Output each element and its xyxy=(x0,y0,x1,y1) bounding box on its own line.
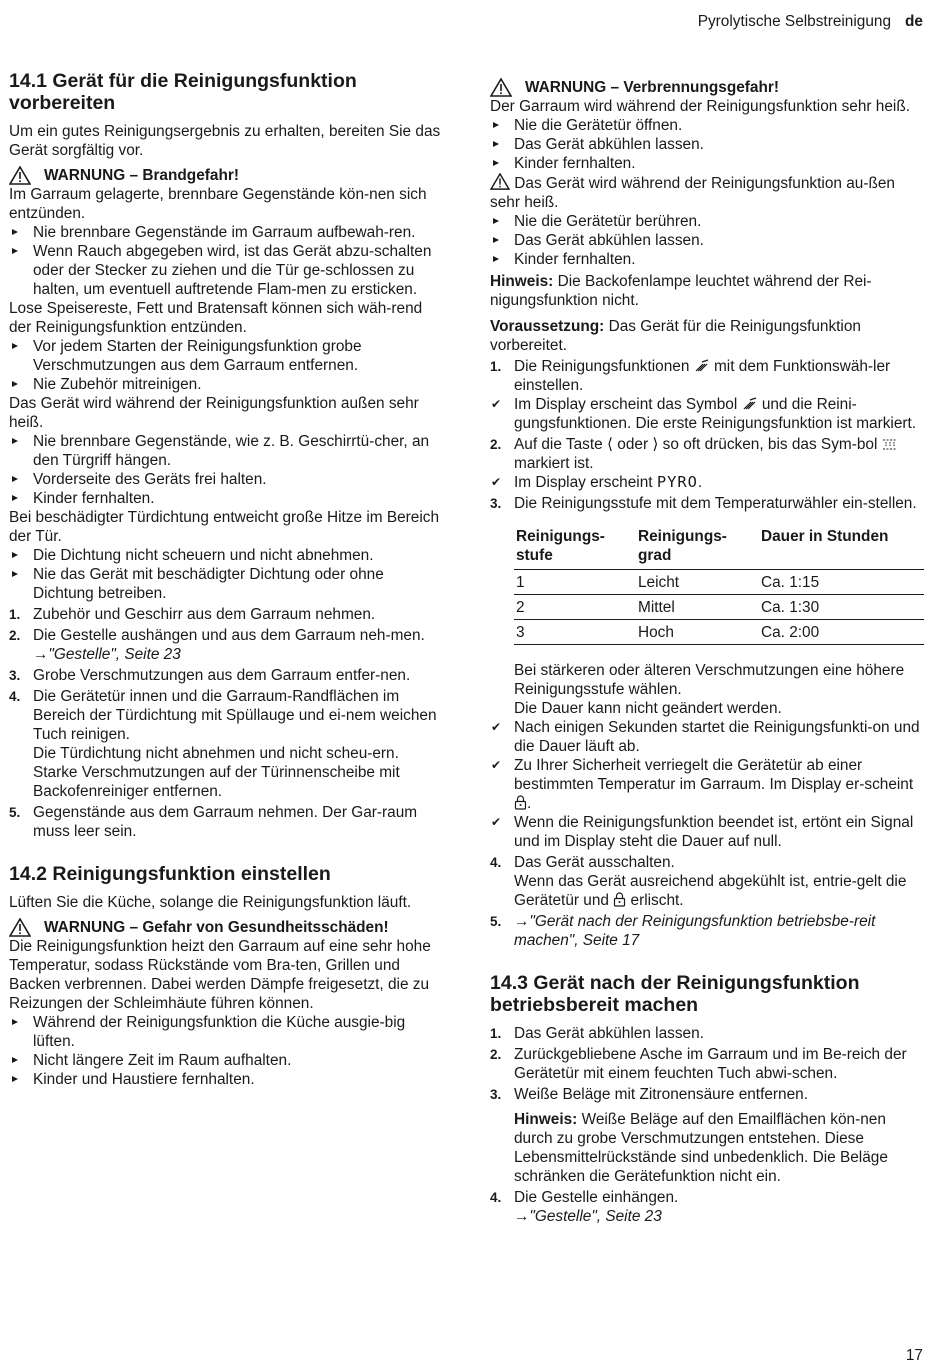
step-number: 1. xyxy=(490,359,502,374)
lock-icon xyxy=(514,795,527,810)
step-3 xyxy=(9,666,447,685)
step-3 xyxy=(490,1085,924,1186)
step-text: Grobe Verschmutzungen aus dem Garraum entfer-nen. xyxy=(33,667,411,684)
step-number: 5. xyxy=(490,914,502,929)
step-4 xyxy=(490,853,924,910)
note-text: Weiße Beläge auf den Emailflächen kön-nen durch zu grobe Verschmutzungen entstehen. Diese Lebensmittelrückstände sind unbedenklich. Die Beläge schränken die Gerätefunktion nicht ein. xyxy=(514,1111,888,1185)
warning-triangle-icon xyxy=(9,918,31,937)
step-1 xyxy=(490,1024,924,1043)
warning-fire xyxy=(9,166,447,185)
table-row xyxy=(514,570,924,595)
section-14-3-title: 14.3 Gerät nach der Reinigungsfunktion betriebsbereit machen xyxy=(490,972,860,1016)
result-1 xyxy=(490,395,924,433)
pyrolysis-symbol-icon xyxy=(882,438,898,451)
note-label: Hinweis: xyxy=(490,273,554,290)
s142-steps-b xyxy=(490,435,924,473)
precondition-text: Das Gerät für die Reinigungsfunktion vorbereitet. xyxy=(490,318,861,354)
list-item: Während der Reinigungsfunktion die Küche ausgie-big lüften. xyxy=(9,1013,447,1051)
cleaning-function-icon xyxy=(742,397,758,411)
s141-p3: Das Gerät wird während der Reinigungsfunktion außen sehr heiß. xyxy=(9,395,419,431)
reference-link[interactable]: → "Gestelle", Seite 23 xyxy=(514,1208,662,1225)
s142-p3 xyxy=(490,173,924,212)
after-table-text-2: Die Dauer kann nicht geändert werden. xyxy=(514,700,782,717)
left-column xyxy=(9,70,447,1089)
list-item: Kinder fernhalten. xyxy=(490,154,924,173)
s141-intro: Um ein gutes Reinigungsergebnis zu erhalten, bereiten Sie das Gerät sorgfältig vor. xyxy=(9,123,441,159)
table-cell: Ca. 2:00 xyxy=(759,620,924,645)
step-text: Die Gestelle aushängen und aus dem Garraum neh-men. xyxy=(33,627,425,644)
s141-bullets-4 xyxy=(9,546,447,603)
step-number: 1. xyxy=(490,1026,502,1041)
warning-health xyxy=(9,918,447,937)
s142-steps xyxy=(490,357,924,395)
lock-icon xyxy=(613,892,626,907)
s143-note xyxy=(514,1110,924,1186)
result-5: ✔ Wenn die Reinigungsfunktion beendet ist, ertönt ein Signal und im Display steht die Dauer auf null. xyxy=(490,813,924,851)
step-text: mit dem Funktionswäh-ler einstellen. xyxy=(514,358,891,394)
step-1 xyxy=(9,605,447,624)
s141-steps xyxy=(9,605,447,841)
section-14-2-title: 14.2 Reinigungsfunktion einstellen xyxy=(9,863,331,885)
display-code: PYRO xyxy=(656,473,698,491)
step-number: 2. xyxy=(490,1047,502,1062)
list-item: Kinder fernhalten. xyxy=(9,489,447,508)
s142-p2: Der Garraum wird während der Reinigungsfunktion sehr heiß. xyxy=(490,98,911,115)
table-header-row xyxy=(514,527,924,570)
header-section: Pyrolytische Selbstreinigung xyxy=(697,13,892,30)
result-text: Im Display erscheint xyxy=(514,474,653,491)
step-text: Auf die Taste xyxy=(514,436,603,453)
result-2: ✔ Im Display erscheint PYRO. xyxy=(490,473,924,492)
step-text: Die Türdichtung nicht abnehmen und nicht scheu-ern. xyxy=(33,745,399,762)
list-item: Wenn Rauch abgegeben wird, ist das Gerät abzu-schalten oder der Stecker zu ziehen und die Tür ge-schlossen zu halten, um eventuell auftretende Flam-men zu ersticken. xyxy=(9,242,447,299)
list-item: Das Gerät abkühlen lassen. xyxy=(490,231,924,250)
reference-link[interactable]: → "Gerät nach der Reinigungsfunktion betriebsbe-reit machen", Seite 17 xyxy=(514,913,875,949)
list-item: Nie Zubehör mitreinigen. xyxy=(9,375,447,394)
step-text: Zurückgebliebene Asche im Garraum und im Be-reich der Gerätetür mit einem feuchten Tuch abwi-schen. xyxy=(514,1046,907,1082)
warning-title: WARNUNG – Verbrennungsgefahr! xyxy=(525,79,779,96)
note-label: Hinweis: xyxy=(514,1111,578,1128)
chevron-left-icon: ⟨ xyxy=(606,436,613,453)
s142-bullets-3 xyxy=(490,212,924,269)
list-item: Nie die Gerätetür öffnen. xyxy=(490,116,924,135)
list-item: Nie brennbare Gegenstände, wie z. B. Geschirrtü-cher, an den Türgriff hängen. xyxy=(9,432,447,470)
step-4 xyxy=(9,687,447,801)
step-number: 5. xyxy=(9,805,21,820)
chevron-right-icon: ⟩ xyxy=(652,436,659,453)
table-cell: Mittel xyxy=(636,595,759,620)
list-item: Vor jedem Starten der Reinigungsfunktion grobe Verschmutzungen aus dem Garraum entfernen. xyxy=(9,337,447,375)
after-table-text: Bei stärkeren oder älteren Verschmutzungen eine höhere Reinigungsstufe wählen. xyxy=(514,662,905,698)
s141-p1: Im Garraum gelagerte, brennbare Gegenstände kön-nen sich entzünden. xyxy=(9,186,427,222)
table-cell: Hoch xyxy=(636,620,759,645)
page-header xyxy=(698,12,923,31)
table-cell: Ca. 1:30 xyxy=(759,595,924,620)
step-5 xyxy=(490,912,924,950)
step-number: 4. xyxy=(490,1190,502,1205)
warning-triangle-icon xyxy=(9,166,31,185)
table-cell: 1 xyxy=(514,570,636,595)
step-5 xyxy=(9,803,447,841)
step-1 xyxy=(490,357,924,395)
step-text: so oft drücken, bis das Sym-bol xyxy=(662,436,878,453)
result-3: ✔ Nach einigen Sekunden startet die Reinigungsfunkti-on und die Dauer läuft ab. xyxy=(490,718,924,756)
warning-title: WARNUNG – Gefahr von Gesundheitsschäden! xyxy=(44,919,389,936)
step-text: Wenn das Gerät ausreichend abgekühlt ist, entrie-gelt die Gerätetür und xyxy=(514,873,907,909)
column-header: Dauer in Stunden xyxy=(759,527,924,570)
step-2 xyxy=(490,435,924,473)
list-item: Vorderseite des Geräts frei halten. xyxy=(9,470,447,489)
warning-burn xyxy=(490,78,924,97)
table-row xyxy=(514,620,924,645)
step-number: 3. xyxy=(490,1087,502,1102)
table-cell: 2 xyxy=(514,595,636,620)
cleaning-function-icon xyxy=(694,359,710,373)
s142-steps-c xyxy=(490,494,924,513)
step-number: 3. xyxy=(490,496,502,511)
step-text: Die Gestelle einhängen. xyxy=(514,1189,679,1206)
page-number: 17 xyxy=(905,1347,923,1364)
list-item: Nie brennbare Gegenstände im Garraum aufbewah-ren. xyxy=(9,223,447,242)
step-text: Die Reinigungsstufe mit dem Temperaturwähler ein-stellen. xyxy=(514,495,917,512)
s142-bullets-1 xyxy=(9,1013,447,1089)
warning-title: WARNUNG – Brandgefahr! xyxy=(44,167,239,184)
step-number: 2. xyxy=(490,437,502,452)
list-item: Das Gerät abkühlen lassen. xyxy=(490,135,924,154)
s142-note xyxy=(490,272,924,310)
table-cell: Leicht xyxy=(636,570,759,595)
step-text: oder xyxy=(617,436,649,453)
result-text: und die Reini-gungsfunktionen. Die erste Reinigungsfunktion ist markiert. xyxy=(514,396,917,432)
list-item: Kinder und Haustiere fernhalten. xyxy=(9,1070,447,1089)
s142-precondition xyxy=(490,317,924,355)
step-2 xyxy=(490,1045,924,1083)
result-4: ✔ Zu Ihrer Sicherheit verriegelt die Gerätetür ab einer bestimmten Temperatur im Garraum. Im Display er-scheint . xyxy=(490,756,924,813)
s141-bullets-2 xyxy=(9,337,447,394)
list-item: Die Dichtung nicht scheuern und nicht abnehmen. xyxy=(9,546,447,565)
list-item: Kinder fernhalten. xyxy=(490,250,924,269)
s141-p4: Bei beschädigter Türdichtung entweicht große Hitze im Bereich der Tür. xyxy=(9,509,440,545)
column-header: Reinigungs-stufe xyxy=(514,527,636,570)
reference-link[interactable]: → "Gestelle", Seite 23 xyxy=(33,646,181,663)
step-text: Das Gerät ausschalten. xyxy=(514,854,675,871)
s141-p2: Lose Speisereste, Fett und Bratensaft können sich wäh-rend der Reinigungsfunktion entzünden. xyxy=(9,300,423,336)
right-column xyxy=(490,78,924,1226)
step-number: 1. xyxy=(9,607,21,622)
step-text: Zubehör und Geschirr aus dem Garraum nehmen. xyxy=(33,606,376,623)
result-text: Zu Ihrer Sicherheit verriegelt die Gerätetür ab einer bestimmten Temperatur im Garraum. Im Display er-scheint xyxy=(514,757,914,793)
step-text: Weiße Beläge mit Zitronensäure entfernen. xyxy=(514,1086,809,1103)
s141-bullets-1 xyxy=(9,223,447,299)
list-item: Nie das Gerät mit beschädigter Dichtung oder ohne Dichtung betreiben. xyxy=(9,565,447,603)
step-text: Gegenstände aus dem Garraum nehmen. Der Gar-raum muss leer sein. xyxy=(33,804,418,840)
step-text: markiert ist. xyxy=(514,455,594,472)
header-lang: de xyxy=(905,13,923,30)
s142-steps-d xyxy=(490,853,924,950)
step-number: 4. xyxy=(490,855,502,870)
cleaning-levels-table xyxy=(514,527,924,645)
paragraph-text: Das Gerät wird während der Reinigungsfunktion au-ßen sehr heiß. xyxy=(490,175,895,211)
step-text: Die Gerätetür innen und die Garraum-Randflächen im Bereich der Türdichtung mit Spüllauge und ei-nem weichen Tuch reinigen. xyxy=(33,688,437,743)
s143-steps xyxy=(490,1024,924,1226)
precondition-label: Voraussetzung: xyxy=(490,318,605,335)
step-text: erlischt. xyxy=(630,892,684,909)
step-number: 4. xyxy=(9,689,21,704)
s142-intro: Lüften Sie die Küche, solange die Reinigungsfunktion läuft. xyxy=(9,894,412,911)
s141-bullets-3 xyxy=(9,432,447,508)
step-2 xyxy=(9,626,447,664)
step-3 xyxy=(490,494,924,513)
table-cell: 3 xyxy=(514,620,636,645)
table-row xyxy=(514,595,924,620)
warning-triangle-icon xyxy=(490,78,512,97)
step-text: Das Gerät abkühlen lassen. xyxy=(514,1025,704,1042)
list-item: Nie die Gerätetür berühren. xyxy=(490,212,924,231)
note-text: Die Backofenlampe leuchtet während der Rei-nigungsfunktion nicht. xyxy=(490,273,872,309)
section-14-1-title: 14.1 Gerät für die Reinigungsfunktion vorbereiten xyxy=(9,70,357,114)
step-text: Starke Verschmutzungen auf der Türinnenscheibe mit Backofenreiniger entfernen. xyxy=(33,764,400,800)
step-number: 2. xyxy=(9,628,21,643)
list-item: Nicht längere Zeit im Raum aufhalten. xyxy=(9,1051,447,1070)
column-header: Reinigungs-grad xyxy=(636,527,759,570)
s142-p1: Die Reinigungsfunktion heizt den Garraum auf eine sehr hohe Temperatur, sodass Rückstände vom Bra-ten, Grillen und Backen verbrennen. Dabei werden Dämpfe freigesetzt, die zu Reizungen der Schleimhäute führen können. xyxy=(9,938,431,1012)
step-4 xyxy=(490,1188,924,1226)
step-number: 3. xyxy=(9,668,21,683)
table-cell: Ca. 1:15 xyxy=(759,570,924,595)
result-text: Im Display erscheint das Symbol xyxy=(514,396,738,413)
step-text: Die Reinigungsfunktionen xyxy=(514,358,690,375)
s142-bullets-2 xyxy=(490,116,924,173)
warning-triangle-icon xyxy=(490,173,510,190)
